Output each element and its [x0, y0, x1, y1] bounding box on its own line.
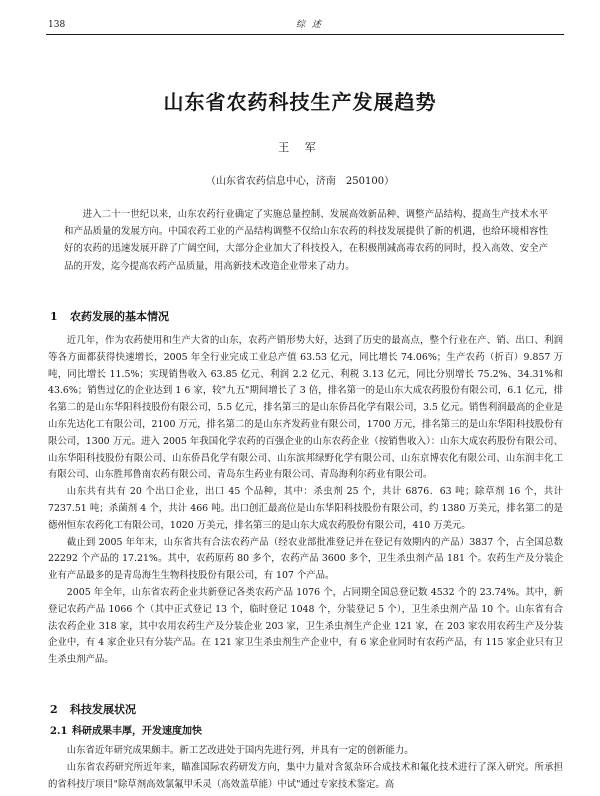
section-2-body: [48, 743, 563, 793]
section-1-title: 农药发展的基本情况: [70, 310, 169, 323]
paragraph: 山东省近年研究成果颇丰。新工艺改进处于国内先进行列，并具有一定的创新能力。: [66, 745, 414, 756]
author-affiliation: （山东省农药信息中心，济南 250100）: [205, 176, 395, 187]
subsection-2-1-title: 科研成果丰厚，开发速度加快: [72, 726, 202, 737]
paragraph: 2005 年全年，山东省农药企业共新登记各类农药产品 1076 个，占同期全国总登记数 4532 个的 23.74%。其中，新登记农药产品 1066 个（其中正式登记 13 个，临时登记 1048 个，分装登记 5 个），卫生杀虫剂产品 10 个。山东省有合法农药企业 318 家，其中农用农药生产及分装企业 203 家，卫生杀虫剂生产企业 121 家，在 203 家农用农药生产及分装企业中，有 4 家企业只有分装产品。在 121 家卫生杀虫剂生产企业中，有 6 家企业同时有农药产品，有 115 家企业只有卫生杀虫剂产品。: [48, 586, 563, 666]
article-title: 山东省农药科技生产发展趋势: [163, 90, 437, 114]
section-1-body: [48, 333, 563, 669]
section-2-heading: [50, 703, 136, 717]
author-name: 王 军: [278, 141, 322, 154]
section-2-title: 科技发展状况: [70, 703, 136, 716]
subsection-2-1-number: 2.1: [50, 726, 68, 737]
section-2-number: 2: [50, 703, 58, 716]
journal-section-name: 综 述: [296, 20, 323, 30]
abstract-paragraph: 进入二十一世纪以来，山东农药行业确定了实施总量控制、发展高效新品种、调整产品结构、提高生产技术水平和产品质量的发展方向。中国农药工业的产品结构调整不仅给山东农药的科技发展提供了新的机遇，也给环境相容性好的农药的迅速发展开辟了广阔空间，大部分企业加大了科技投入，在积极削减高毒农药的同时，投入高效、安全产品的开发，迄今提高农药产品质量，用高新技术改造企业带来了动力。: [64, 209, 548, 272]
paragraph: 山东共有共有 20 个出口企业，出口 45 个品种，其中：杀虫剂 25 个，共计 6876．63 吨；除草剂 16 个，共计 7237.51 吨；杀菌剂 4 个，共计 466 吨。出口创汇最高位是山东华阳科技股份有限公司，约 1380 万美元，排名第二的是德州恒东农药化工有限公司，1020 万美元，排名第三的是山东大成农药股份有限公司，410 万美元。: [48, 486, 563, 531]
paragraph: 山东省农药研究所近年来，瞄准国际农药研发方向，集中力量对含氮杂环合成技术和氟化技术进行了深入研究。所承担的省科技厅项目"除草剂高效氯氟甲禾灵（高效盖草能）中试"通过专家技术鉴定。高: [48, 761, 563, 790]
paragraph: 截止到 2005 年年末，山东省共有合法农药产品（经农业部批准登记并在登记有效期内的产品）3837 个，占全国总数 22292 个产品的 17.21%。其中，农药原药 80 多个，农药产品 3600 多个，卫生杀虫剂产品 181 个。农药生产及分装企业有产品最多的是青岛海生生物科技股份有限公司，有 107 个产品。: [48, 536, 563, 582]
section-1-heading: [50, 310, 169, 324]
running-head: [48, 18, 563, 32]
paragraph: 近几年，作为农药使用和生产大省的山东，农药产销形势大好，达到了历史的最高点，整个行业在产、销、出口、利润等各方面都获得快速增长，2005 年全行业完成工业总产值 63.53 亿元，同比增长 74.06%；生产农药（折百）9.857 万吨，同比增长 11.5%；实现销售收入 63.85 亿元、利润 2.2 亿元、利税 3.13 亿元，同比分别增长 75.2%、34.31%和 43.6%；销售过亿的企业达到 1 6 家，较"九五"期间增长了 3 倍，排名第一的是山东大成农药股份有限公司，6.1 亿元，排名第二的是山东华阳科技股份有限公司，5.5 亿元，排名第三的是山东侨昌化学有限公司，3.5 亿元。销售利润最高的企业是山东先达化工有限公司，2100 万元，排名第二的是山东齐发药业有限公司，1700 万元，排名第三的是山东华阳科技股份有限公司，1300 万元。进入 2005 年我国化学农药的百强企业的山东农药企业（按销售收入）：山东大成农药股份有限公司、山东华阳科技股份有限公司、山东侨昌化学有限公司、山东滨邦绿野化学有限公司、山东京博农化有限公司、山东润丰化工有限公司、山东胜邦鲁南农药有限公司、青岛东生药业有限公司、青岛海利尔药业有限公司。: [48, 335, 563, 481]
header-rule: [46, 34, 564, 35]
page-number: 138: [48, 20, 66, 30]
section-1-number: 1: [50, 310, 58, 323]
subsection-2-1-heading: [50, 725, 202, 739]
